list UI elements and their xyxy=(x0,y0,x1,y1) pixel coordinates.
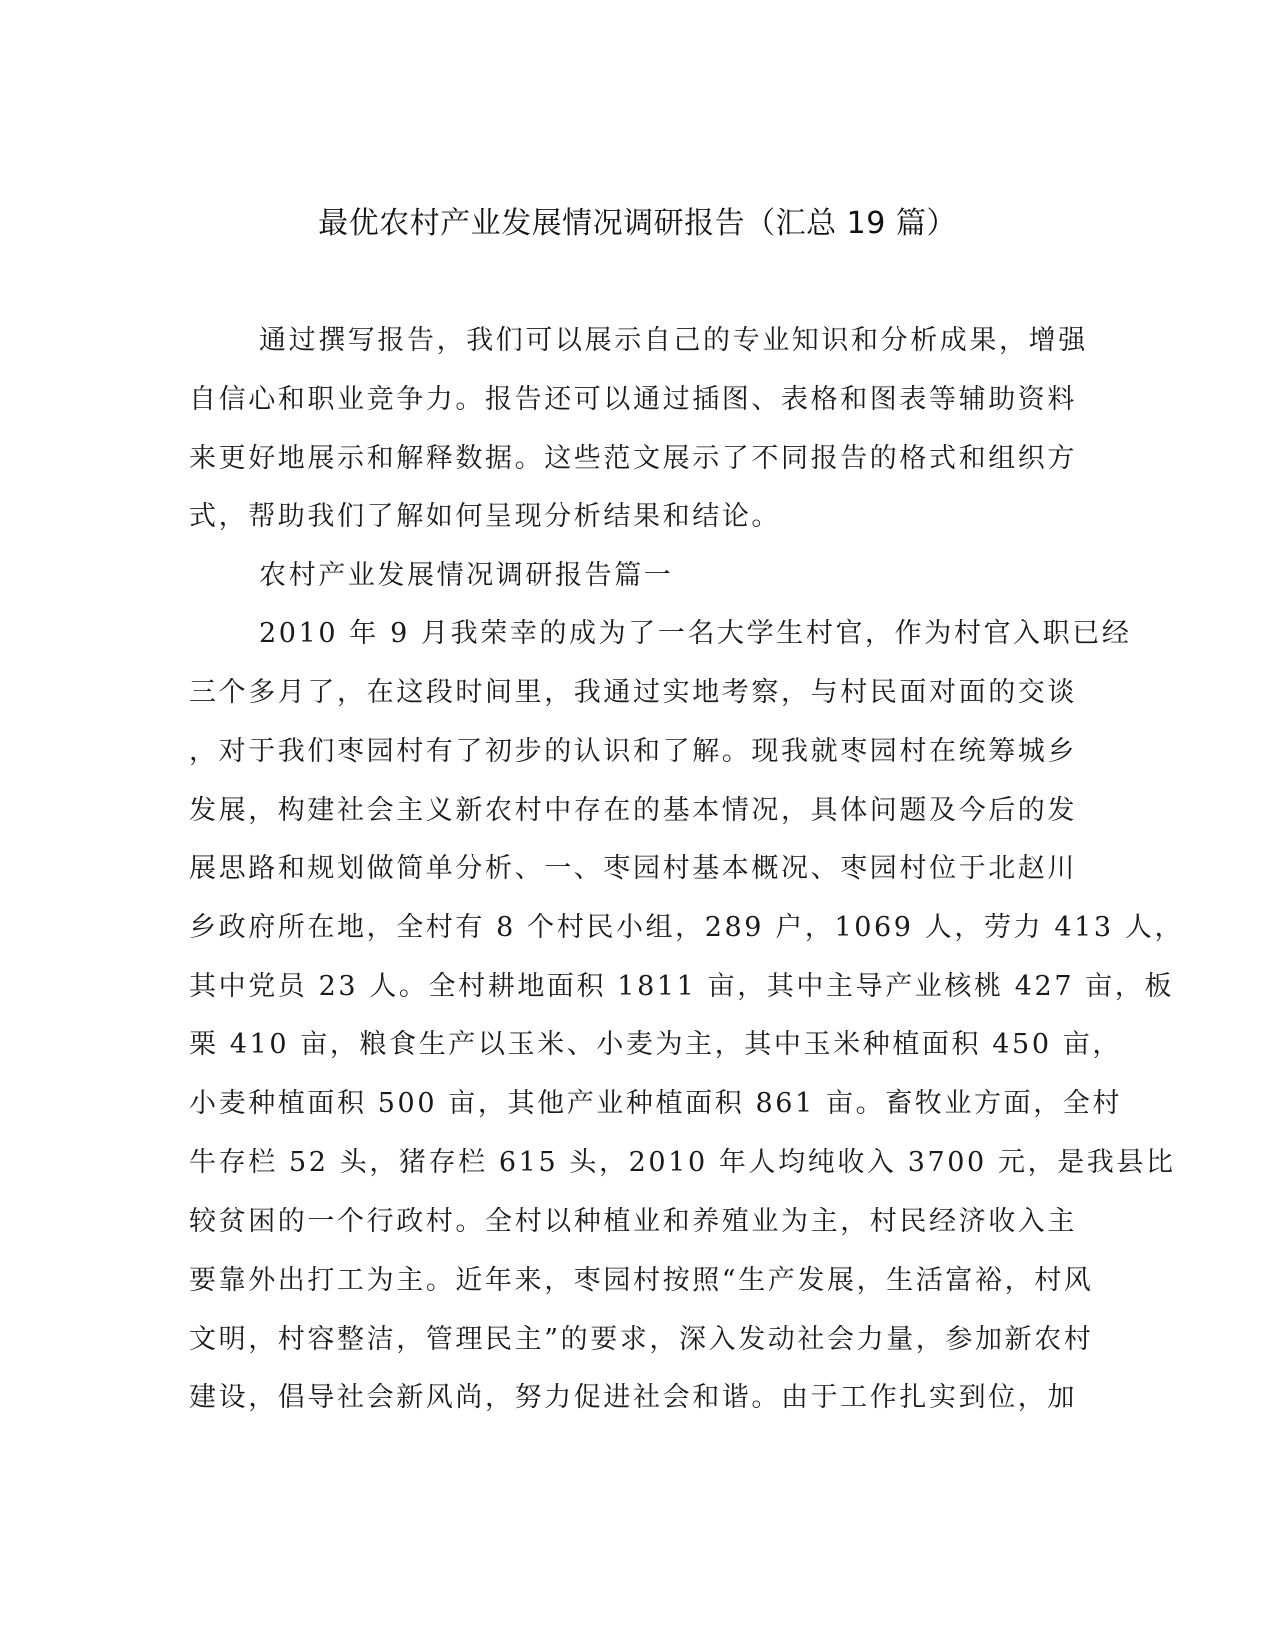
section-heading: 农村产业发展情况调研报告篇一 xyxy=(259,560,674,591)
body-line: 栗 410 亩，粮食生产以玉米、小麦为主，其中玉米种植面积 450 亩， xyxy=(189,1029,1122,1060)
body-line: 文明，村容整洁，管理民主”的要求，深入发动社会力量，参加新农村 xyxy=(189,1324,1094,1355)
body-line: 乡政府所在地，全村有 8 个村民小组，289 户，1069 人，劳力 413 人， xyxy=(189,912,1185,943)
body-line: 小麦种植面积 500 亩，其他产业种植面积 861 亩。畜牧业方面，全村 xyxy=(189,1088,1122,1119)
body-line: 2010 年 9 月我荣幸的成为了一名大学生村官，作为村官入职已经 xyxy=(259,618,1132,649)
body-line: 其中党员 23 人。全村耕地面积 1811 亩，其中主导产业核桃 427 亩，板 xyxy=(189,971,1175,1002)
body-line: 展思路和规划做简单分析、一、枣园村基本概况、枣园村位于北赵川 xyxy=(189,853,1077,884)
intro-line: 式，帮助我们了解如何呈现分析结果和结论。 xyxy=(189,501,781,532)
body-line: 三个多月了，在这段时间里，我通过实地考察，与村民面对面的交谈 xyxy=(189,677,1077,708)
body-line: 建设，倡导社会新风尚，努力促进社会和谐。由于工作扎实到位，加 xyxy=(189,1382,1077,1413)
body-line: 牛存栏 52 头，猪存栏 615 头，2010 年人均纯收入 3700 元，是我县比 xyxy=(189,1147,1176,1178)
body-line: 较贫困的一个行政村。全村以种植业和养殖业为主，村民经济收入主 xyxy=(189,1206,1077,1237)
body-line: 发展，构建社会主义新农村中存在的基本情况，具体问题及今后的发 xyxy=(189,795,1077,826)
intro-line: 通过撰写报告，我们可以展示自己的专业知识和分析成果，增强 xyxy=(259,325,1088,356)
body-line: ，对于我们枣园村有了初步的认识和了解。现我就枣园村在统筹城乡 xyxy=(189,736,1077,767)
intro-line: 自信心和职业竞争力。报告还可以通过插图、表格和图表等辅助资料 xyxy=(189,384,1077,415)
document-title: 最优农村产业发展情况调研报告（汇总 19 篇） xyxy=(318,206,957,241)
intro-line: 来更好地展示和解释数据。这些范文展示了不同报告的格式和组织方 xyxy=(189,443,1077,474)
body-line: 要靠外出打工为主。近年来，枣园村按照“生产发展，生活富裕，村风 xyxy=(189,1265,1094,1296)
